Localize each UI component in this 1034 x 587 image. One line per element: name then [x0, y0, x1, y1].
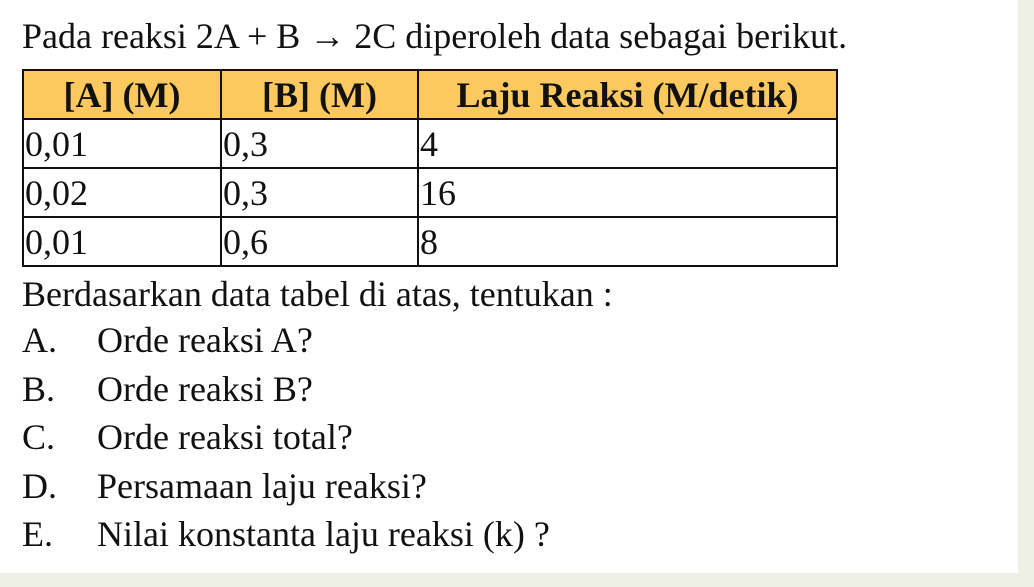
question-text: Orde reaksi B? — [97, 368, 313, 409]
question-list — [22, 316, 550, 559]
cell-concentration-a: 0,01 — [23, 217, 221, 266]
table-header-row — [23, 70, 837, 119]
question-item — [22, 510, 550, 559]
cell-concentration-b: 0,6 — [221, 217, 418, 266]
cell-concentration-b: 0,3 — [221, 119, 418, 168]
header-reaction-rate: Laju Reaksi (M/detik) — [418, 70, 837, 119]
table-row — [23, 168, 837, 217]
question-letter: C. — [22, 417, 56, 457]
intro-text: Pada reaksi 2A + B → 2C diperoleh data sebagai berikut. — [22, 16, 848, 56]
question-text: Orde reaksi A? — [97, 320, 313, 360]
question-letter: E. — [22, 514, 53, 554]
cell-reaction-rate: 8 — [418, 217, 837, 266]
header-concentration-a: [A] (M) — [23, 70, 221, 119]
reaction-data-table — [22, 69, 838, 267]
table-row — [23, 119, 837, 168]
cell-concentration-a: 0,01 — [23, 119, 221, 168]
question-item — [22, 413, 550, 462]
question-letter: A. — [22, 320, 57, 360]
question-text: Persamaan laju reaksi? — [97, 465, 427, 506]
cell-reaction-rate: 16 — [418, 168, 837, 217]
question-text: Orde reaksi total? — [97, 417, 353, 457]
question-item — [22, 365, 550, 414]
question-item — [22, 316, 550, 365]
cell-reaction-rate: 4 — [418, 119, 837, 168]
question-text: Nilai konstanta laju reaksi (k) ? — [97, 514, 550, 554]
cell-concentration-a: 0,02 — [23, 168, 221, 217]
question-letter: B. — [22, 368, 56, 409]
table-row — [23, 217, 837, 266]
question-letter: D. — [22, 465, 57, 506]
instruction-text: Berdasarkan data tabel di atas, tentukan : — [22, 274, 613, 314]
question-item — [22, 462, 550, 511]
header-concentration-b: [B] (M) — [221, 70, 418, 119]
cell-concentration-b: 0,3 — [221, 168, 418, 217]
